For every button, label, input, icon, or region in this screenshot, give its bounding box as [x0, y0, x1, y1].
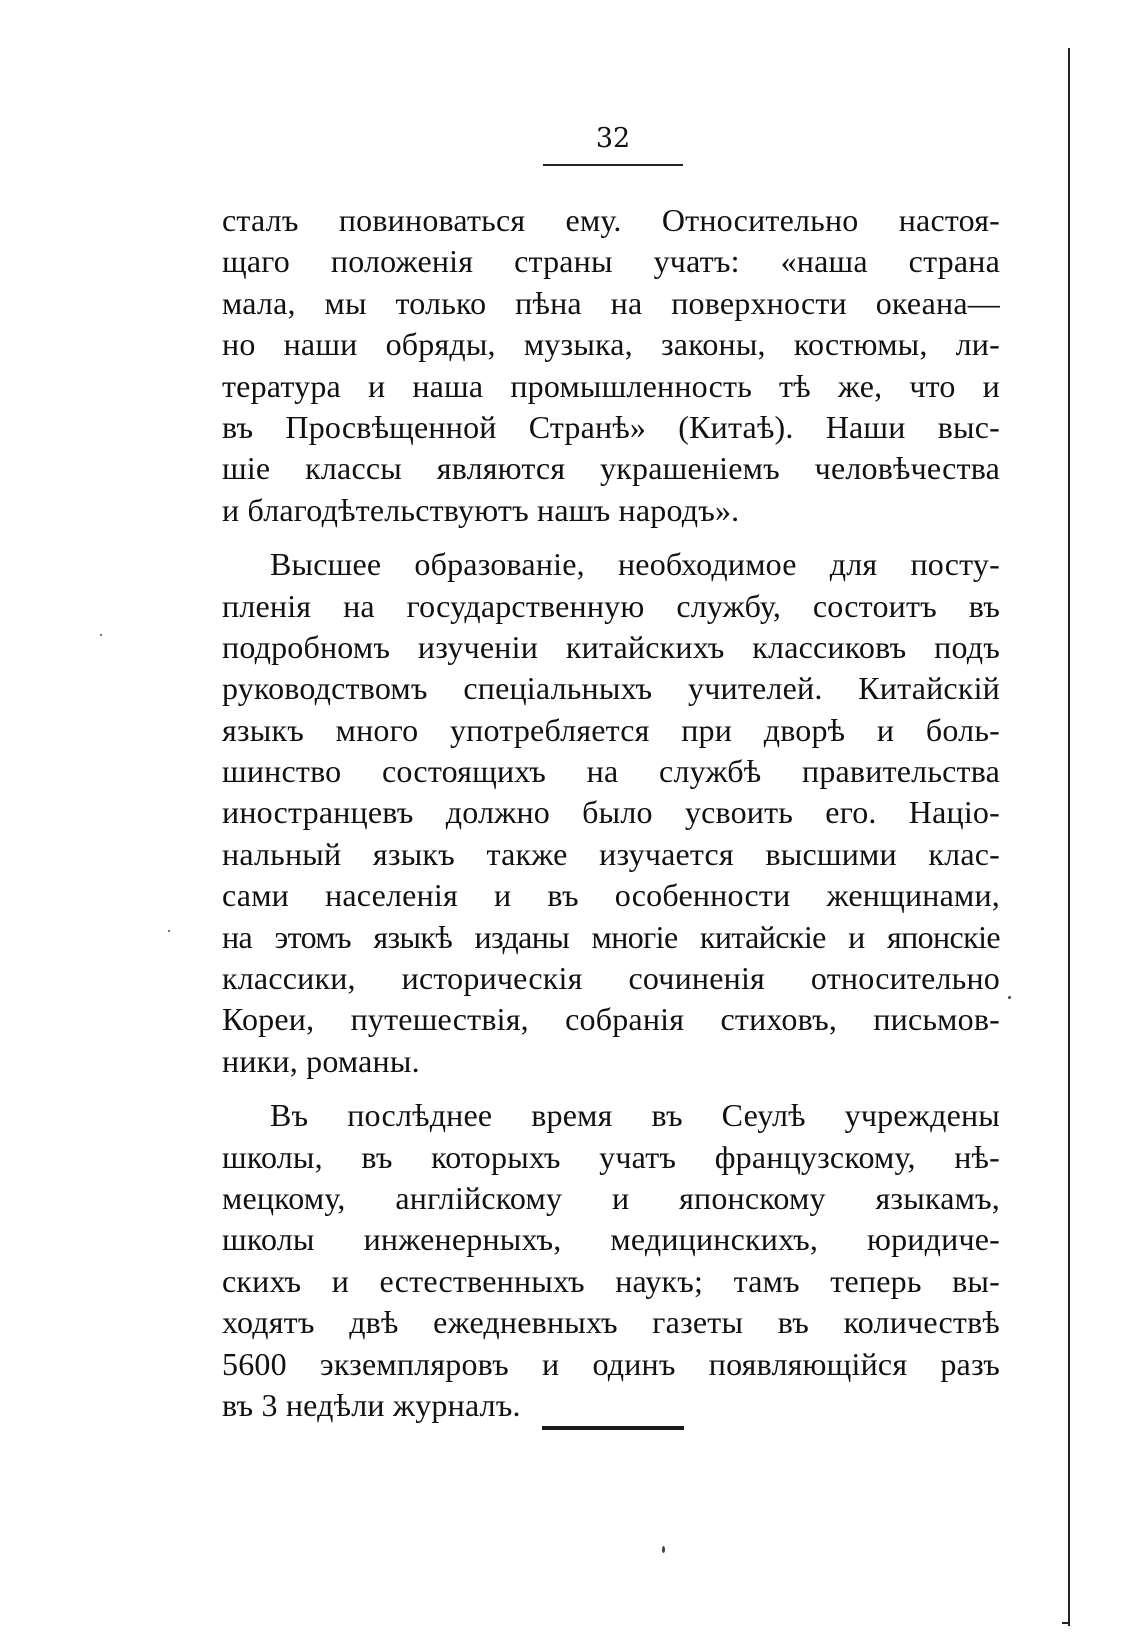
text-line: подробномъ изученіи китайскихъ классиковъ подъ	[222, 628, 1000, 665]
paper-speck	[662, 1546, 665, 1553]
text-line: руководствомъ спеціальныхъ учителей. Китайскій	[222, 670, 1000, 707]
text-line: нальный языкъ также изучается высшими клас-	[222, 835, 1000, 872]
text-line: Кореи, путешествія, собранія стиховъ, письмов-	[222, 1001, 1000, 1038]
end-rule	[542, 1426, 684, 1430]
text-line: на этомъ языкѣ изданы многіе китайскіе и японскіе	[222, 918, 1000, 955]
text-line: школы, въ которыхъ учатъ французскому, нѣ-	[222, 1138, 1000, 1175]
page-number-rule	[543, 164, 683, 166]
paragraph	[222, 1095, 1000, 1426]
paper-speck	[1008, 996, 1011, 999]
body-text	[222, 200, 1000, 1426]
text-line: ники, романы.	[222, 1042, 420, 1079]
page-edge-foot	[1062, 1622, 1070, 1624]
paragraph-gap	[222, 531, 1000, 544]
text-line: классики, историческія сочиненія относительно	[222, 960, 1000, 997]
paper-speck	[100, 634, 102, 636]
text-line: пленія на государственную службу, состоитъ въ	[222, 587, 1000, 624]
text-line: въ 3 недѣли журналъ.	[222, 1386, 521, 1423]
paragraph	[222, 544, 1000, 1082]
text-line: шіе классы являются украшеніемъ человѣчества	[222, 450, 1000, 487]
page-edge-line	[1068, 48, 1070, 1626]
text-line: скихъ и естественныхъ наукъ; тамъ теперь вы-	[222, 1262, 1000, 1299]
text-line: и благодѣтельствуютъ нашъ народъ».	[222, 491, 740, 528]
text-line: въ Просвѣщенной Странѣ» (Китаѣ). Наши выс-	[222, 408, 1000, 445]
text-line: 5600 экземпляровъ и одинъ появляющійся разъ	[222, 1345, 1000, 1382]
text-line: языкъ много употребляется при дворѣ и боль-	[222, 711, 1000, 748]
text-line: школы инженерныхъ, медицинскихъ, юридиче-	[222, 1221, 1000, 1258]
text-line: сталъ повиноваться ему. Относительно настоя-	[222, 202, 1000, 238]
text-line: сами населенія и въ особенности женщинами,	[222, 877, 1000, 914]
text-line: Высшее образованіе, необходимое для посту-	[270, 546, 1000, 583]
text-line: тература и наша промышленность тѣ же, что и	[222, 367, 1000, 404]
page-number: 32	[595, 123, 631, 154]
text-line: мала, мы только пѣна на поверхности океана—	[222, 284, 1000, 321]
paragraph	[222, 200, 1000, 531]
text-line: щаго положенія страны учатъ: «наша страна	[222, 243, 1000, 280]
paragraph-gap	[222, 1082, 1000, 1095]
text-line: мецкому, англійскому и японскому языкамъ,	[222, 1179, 1000, 1216]
text-line: Въ послѣднее время въ Сеулѣ учреждены	[270, 1097, 1000, 1134]
text-line: иностранцевъ должно было усвоить его. Націо-	[222, 794, 1000, 831]
paper-speck	[168, 930, 170, 932]
text-line: но наши обряды, музыка, законы, костюмы, ли-	[222, 326, 1000, 363]
text-line: шинство состоящихъ на службѣ правительства	[222, 753, 1000, 790]
text-line: ходятъ двѣ ежедневныхъ газеты въ количествѣ	[222, 1304, 1000, 1341]
